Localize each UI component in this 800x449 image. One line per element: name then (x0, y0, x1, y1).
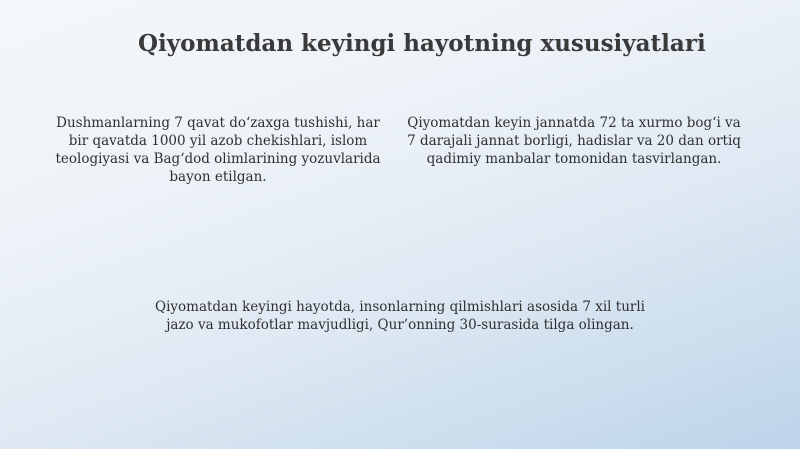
paragraph-hell-levels: Dushmanlarning 7 qavat do‘zaxga tushishi, har bir qavatda 1000 yil azob chekishlari, islom teologiyasi va Bag‘dod olimlarining yozuvlarida bayon etilgan. (55, 115, 381, 185)
paragraph-paradise-gardens: Qiyomatdan keyin jannatda 72 ta xurmo bog‘i va 7 darajali jannat borligi, hadislar va 20 dan ortiq qadimiy manbalar tomonidan tasvirlangan. (407, 115, 741, 167)
paragraph-punishments-rewards: Qiyomatdan keyingi hayotda, insonlarning qilmishlari asosida 7 xil turli jazo va mukofotlar mavjudligi, Qur’onning 30-surasida tilga olingan. (155, 299, 645, 333)
slide-title: Qiyomatdan keyingi hayotning xususiyatlari (138, 30, 706, 57)
